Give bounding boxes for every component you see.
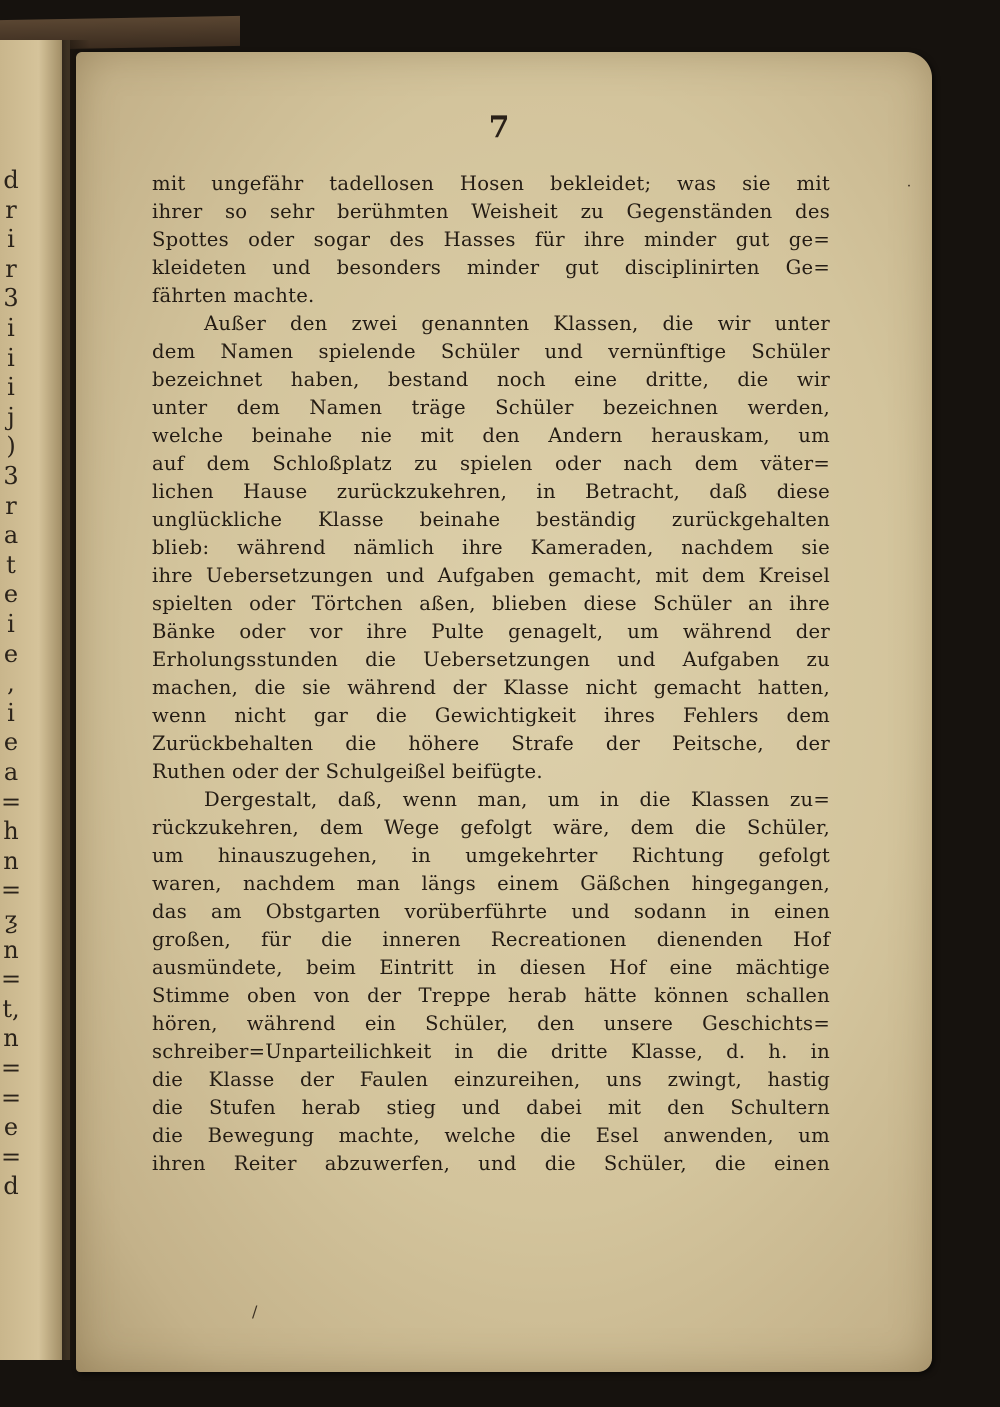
text-line: unter dem Namen träge Schüler bezeichnen werden, [152, 396, 830, 419]
edge-letter: r [5, 491, 17, 520]
edge-letter: n [3, 846, 19, 875]
edge-letter: , [7, 669, 15, 698]
body-text [152, 170, 830, 1200]
edge-letter: d [3, 166, 19, 194]
edge-letter: = [0, 1142, 22, 1171]
edge-letter: a [3, 521, 19, 550]
stray-mark: ˙ [905, 182, 913, 201]
edge-letter: t [6, 550, 16, 579]
edge-letter: ƺ [4, 906, 18, 934]
text-line: die Klasse der Faulen einzureihen, uns zwingt, hastig [152, 1068, 830, 1091]
text-line: Stimme oben von der Treppe herab hätte können schallen [152, 984, 830, 1007]
edge-letter: e [3, 639, 19, 668]
text-line: schreiber=Unparteilichkeit in die dritte Klasse, d. h. in [152, 1040, 830, 1063]
text-line: Erholungsstunden die Uebersetzungen und Aufgaben zu [152, 648, 830, 671]
edge-letter: e [3, 1113, 19, 1142]
stray-mark: / [252, 1302, 258, 1321]
text-line: mit ungefähr tadellosen Hosen bekleidet; was sie mit [152, 172, 830, 195]
edge-letter: e [3, 580, 19, 609]
text-line: Bänke oder vor ihre Pulte genagelt, um während der [152, 620, 830, 643]
text-line: Zurückbehalten die höhere Strafe der Peitsche, der [152, 732, 830, 755]
text-line: großen, für die inneren Recreationen dienenden Hof [152, 928, 830, 951]
edge-letter: i [7, 698, 15, 727]
text-line: wenn nicht gar die Gewichtigkeit ihres Fehlers dem [152, 704, 830, 727]
edge-letter: r [5, 254, 17, 283]
text-line: ihre Uebersetzungen und Aufgaben gemacht, mit dem Kreisel [152, 564, 830, 587]
text-line: unglückliche Klasse beinahe beständig zurückgehalten [152, 508, 830, 531]
text-line: ihrer so sehr berühmten Weisheit zu Gegenständen des [152, 200, 830, 223]
edge-letter: r [5, 195, 17, 224]
text-line: die Stufen herab stieg und dabei mit den Schultern [152, 1096, 830, 1119]
text-line: Spottes oder sogar des Hasses für ihre minder gut ge= [152, 228, 830, 251]
text-line: das am Obstgarten vorüberführte und sodann in einen [152, 900, 830, 923]
text-line: ausmündete, beim Eintritt in diesen Hof eine mächtige [152, 956, 830, 979]
edge-letter: n [3, 935, 19, 964]
edge-letter: n [3, 1024, 19, 1053]
text-line: rückzukehren, dem Wege gefolgt wäre, dem die Schüler, [152, 816, 830, 839]
edge-letter: = [0, 965, 22, 994]
edge-letter: e [3, 728, 19, 757]
edge-letter: = [0, 1083, 22, 1112]
edge-letter: i [7, 314, 15, 342]
text-line: Ruthen oder der Schulgeißel beifügte. [152, 760, 543, 783]
edge-letter: ) [6, 432, 16, 461]
edge-letter: j [7, 402, 15, 431]
edge-letter: i [7, 225, 15, 254]
edge-letter: h [3, 817, 19, 846]
text-line: waren, nachdem man längs einem Gäßchen hingegangen, [152, 872, 830, 895]
text-line: lichen Hause zurückzukehren, in Betracht, daß diese [152, 480, 830, 503]
left-page-text-edge [0, 40, 70, 1360]
text-line: Dergestalt, daß, wenn man, um in die Klassen zu= [204, 788, 830, 811]
edge-letter: t, [2, 994, 20, 1023]
text-line: welche beinahe nie mit den Andern herauskam, um [152, 424, 830, 447]
text-line: machen, die sie während der Klasse nicht gemacht hatten, [152, 676, 830, 699]
edge-letter: = [0, 876, 22, 905]
text-line: ihren Reiter abzuwerfen, und die Schüler, die einen [152, 1152, 830, 1175]
edge-letter: 3 [3, 462, 19, 490]
text-line: die Bewegung machte, welche die Esel anwenden, um [152, 1124, 830, 1147]
text-line: kleideten und besonders minder gut disciplinirten Ge= [152, 256, 830, 279]
edge-letter: i [7, 610, 15, 638]
edge-letter: i [7, 373, 15, 402]
text-line: blieb: während nämlich ihre Kameraden, nachdem sie [152, 536, 830, 559]
edge-letter: a [3, 758, 19, 786]
text-line: spielten oder Törtchen aßen, blieben diese Schüler an ihre [152, 592, 830, 615]
text-line: bezeichnet haben, bestand noch eine dritte, die wir [152, 368, 830, 391]
text-line: dem Namen spielende Schüler und vernünftige Schüler [152, 340, 830, 363]
edge-letter: i [7, 343, 15, 372]
edge-letter: 3 [3, 284, 19, 313]
text-line: auf dem Schloßplatz zu spielen oder nach dem väter= [152, 452, 830, 475]
text-line: Außer den zwei genannten Klassen, die wir unter [204, 312, 830, 335]
text-line: hören, während ein Schüler, den unsere Geschichts= [152, 1012, 830, 1035]
page-number: 7 [488, 110, 510, 145]
text-line: um hinauszugehen, in umgekehrter Richtung gefolgt [152, 844, 830, 867]
edge-letter: = [0, 787, 22, 816]
edge-letter: = [0, 1054, 22, 1082]
text-line: fährten machte. [152, 284, 315, 307]
edge-letter: d [3, 1172, 19, 1201]
